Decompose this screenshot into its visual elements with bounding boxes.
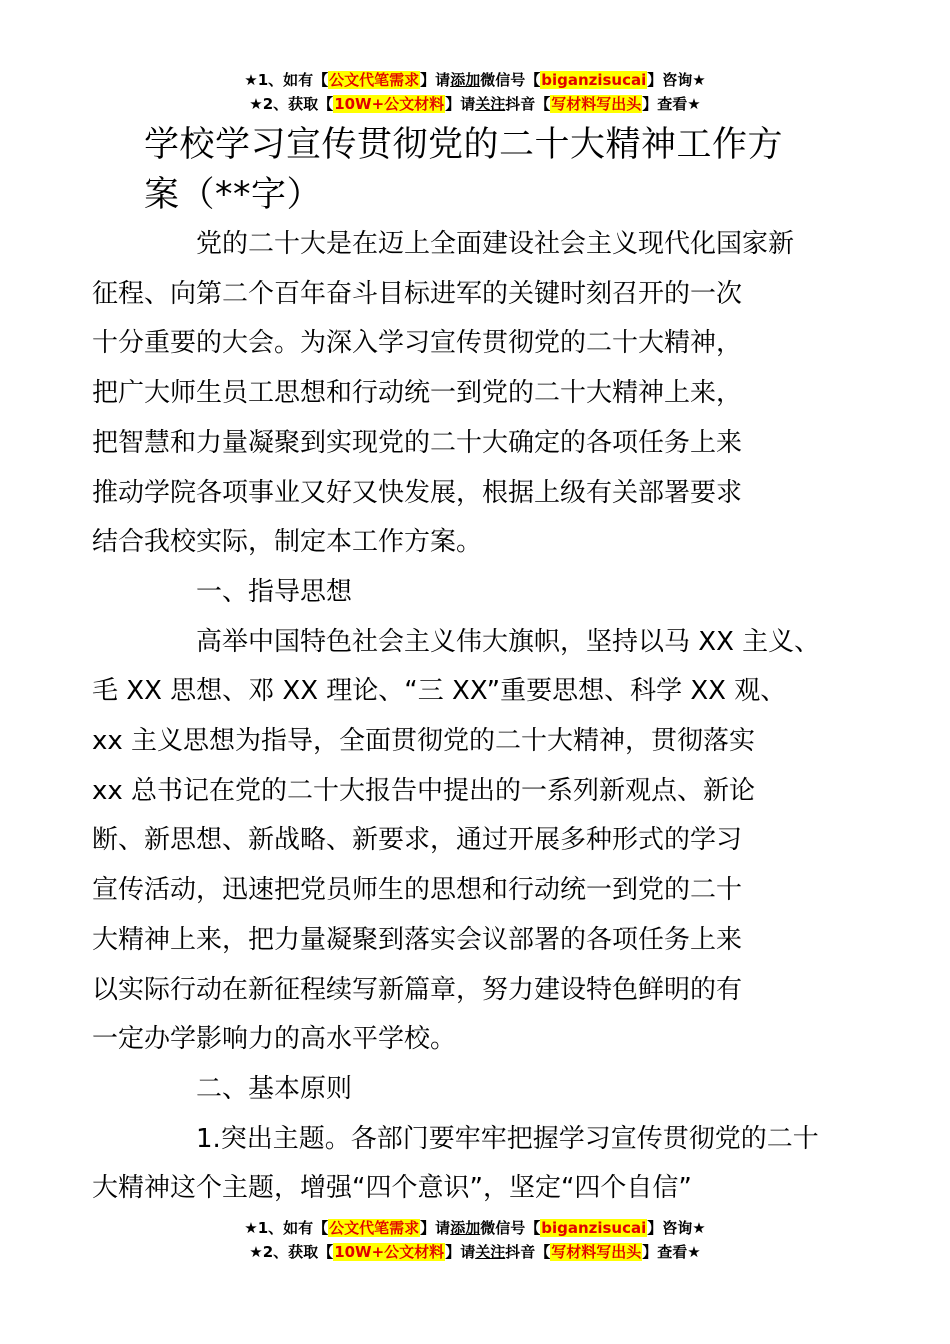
promo-line-1 (0, 68, 950, 92)
paragraph-line: 宣传活动，迅速把党员师生的思想和行动统一到党的二十 (92, 875, 743, 906)
promo-highlight: biganzisucai (541, 71, 647, 89)
title-line: 案（**字） (144, 175, 323, 215)
paragraph (144, 1065, 820, 1115)
paragraph-line: 以实际行动在新征程续写新篇章，努力建设特色鲜明的有 (92, 974, 743, 1005)
paragraph-line: xx 主义思想为指导，全面贯彻党的二十大精神，贯彻落实 (92, 726, 756, 757)
promo-highlight: 公文代笔需求 (329, 1219, 420, 1237)
paragraph-line: 大精神上来，把力量凝聚到落实会议部署的各项任务上来 (92, 924, 743, 955)
paragraph (92, 618, 821, 1065)
paragraph-line: 1.突出主题。各部门要牢牢把握学习宣传贯彻党的二十 (196, 1123, 819, 1154)
promo-underlined: 关注 (475, 95, 506, 113)
promo-text: ★1、如有【 (244, 1219, 329, 1237)
promo-text: ★2、获取【 (249, 1243, 334, 1261)
paragraph-line: 大精神这个主题，增强“四个意识”，坚定“四个自信” (92, 1173, 692, 1204)
promo-text: 】请 (445, 1243, 476, 1261)
promo-text: 】查看★ (642, 95, 701, 113)
paragraph-line: 一、指导思想 (196, 576, 353, 607)
promo-line-2 (0, 1240, 950, 1264)
promo-text: 】查看★ (642, 1243, 701, 1261)
paragraph-line: 一定办学影响力的高水平学校。 (92, 1024, 457, 1055)
document-title (144, 120, 824, 220)
promo-text: 】咨询★ (647, 1219, 706, 1237)
promo-text: 微信号【 (480, 71, 541, 89)
paragraph (92, 220, 820, 568)
paragraph-line: 结合我校实际，制定本工作方案。 (92, 527, 483, 558)
title-line: 学校学习宣传贯彻党的二十大精神工作方 (144, 125, 784, 165)
paragraph-line: 毛 XX 思想、邓 XX 理论、“三 XX”重要思想、科学 XX 观、 (92, 676, 787, 707)
promo-highlight: 写材料写出头 (551, 95, 642, 113)
promo-text: 微信号【 (480, 1219, 541, 1237)
promo-highlight: biganzisucai (541, 1219, 647, 1237)
promo-line-1 (0, 1216, 950, 1240)
promo-highlight: 10W+公文材料 (334, 1243, 445, 1261)
promo-line-2 (0, 92, 950, 116)
paragraph-line: 二、基本原则 (196, 1073, 353, 1104)
paragraph-line: 推动学院各项事业又好又快发展，根据上级有关部署要求 (92, 477, 743, 508)
promo-highlight: 10W+公文材料 (334, 95, 445, 113)
paragraph-line: 征程、向第二个百年奋斗目标进军的关键时刻召开的一次 (92, 278, 743, 309)
promo-highlight: 公文代笔需求 (329, 71, 420, 89)
paragraph (144, 568, 820, 618)
promo-text: ★2、获取【 (249, 95, 334, 113)
promo-text: 】咨询★ (647, 71, 706, 89)
promo-underlined: 添加 (450, 1219, 481, 1237)
promo-underlined: 添加 (450, 71, 481, 89)
promo-text: 】请 (445, 95, 476, 113)
paragraph-line: 断、新思想、新战略、新要求，通过开展多种形式的学习 (92, 825, 743, 856)
document-body (92, 220, 821, 1214)
promo-text: 抖音【 (505, 95, 551, 113)
promo-banner-top (0, 68, 950, 116)
paragraph-line: 把广大师生员工思想和行动统一到党的二十大精神上来， (92, 378, 743, 409)
promo-text: 】请 (420, 1219, 451, 1237)
promo-underlined: 关注 (475, 1243, 506, 1261)
promo-text: 抖音【 (505, 1243, 551, 1261)
paragraph-line: 党的二十大是在迈上全面建设社会主义现代化国家新 (196, 229, 795, 259)
promo-text: 】请 (420, 71, 451, 89)
paragraph (92, 1115, 820, 1214)
paragraph-line: xx 总书记在党的二十大报告中提出的一系列新观点、新论 (92, 775, 756, 806)
promo-banner-bottom (0, 1216, 950, 1264)
paragraph-line: 十分重要的大会。为深入学习宣传贯彻党的二十大精神， (92, 328, 743, 359)
paragraph-line: 把智慧和力量凝聚到实现党的二十大确定的各项任务上来 (92, 427, 743, 458)
promo-text: ★1、如有【 (244, 71, 329, 89)
promo-highlight: 写材料写出头 (551, 1243, 642, 1261)
paragraph-line: 高举中国特色社会主义伟大旗帜，坚持以马 XX 主义、 (196, 626, 821, 657)
